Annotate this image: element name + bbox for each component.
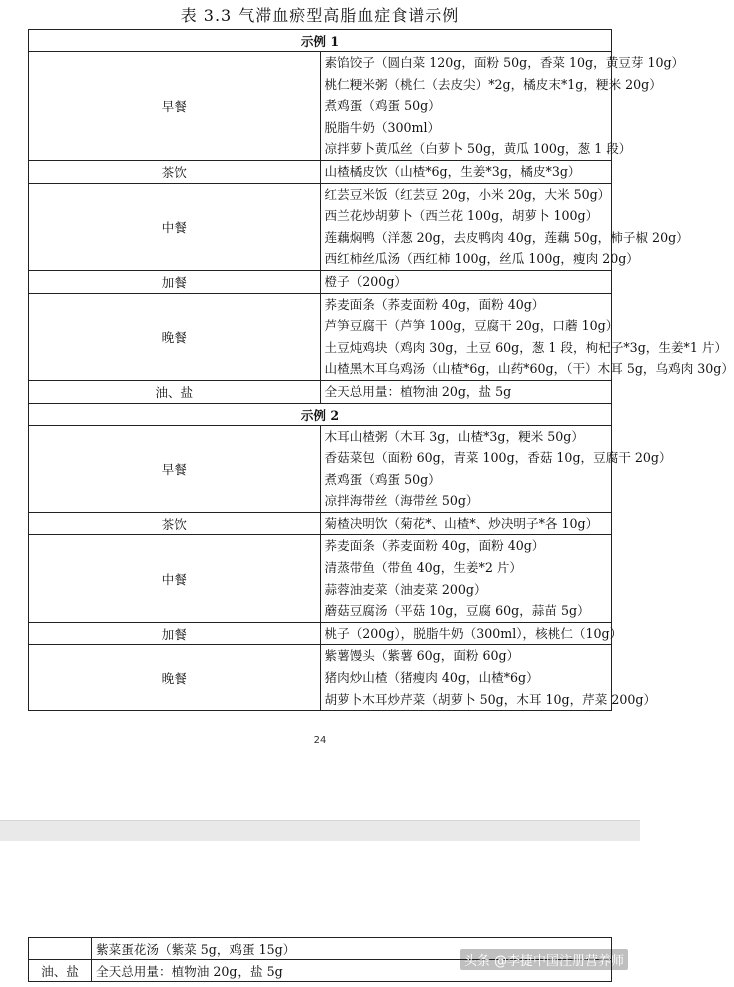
dish-line: 木耳山楂粥（木耳 3g，山楂*3g，粳米 50g）	[324, 428, 584, 444]
table-row	[29, 425, 612, 512]
dish-cell	[320, 270, 612, 293]
dish-line: 桃子（200g），脱脂牛奶（300ml），核桃仁（10g）	[324, 625, 623, 641]
section-header-row	[29, 403, 612, 425]
page-number: 24	[313, 735, 327, 746]
section-header-row	[29, 30, 612, 52]
meal-cell: 油、盐	[29, 380, 321, 403]
dish-cell	[320, 425, 672, 512]
meal-cell	[29, 938, 92, 960]
dish-cell	[320, 535, 612, 622]
table-row	[29, 380, 612, 403]
meal-cell: 早餐	[29, 425, 321, 512]
table-row	[29, 645, 612, 711]
dish-line: 凉拌萝卜黄瓜丝（白萝卜 50g，黄瓜 100g，葱 1 段）	[324, 141, 632, 157]
dish-line: 红芸豆米饭（红芸豆 20g，小米 20g，大米 50g）	[324, 186, 611, 202]
table-row	[29, 622, 612, 645]
dish-line: 蘑菇豆腐汤（平菇 10g，豆腐 60g，蒜苗 5g）	[324, 603, 590, 619]
dish-line: 西兰花炒胡萝卜（西兰花 100g，胡萝卜 100g）	[324, 208, 599, 224]
meal-cell: 早餐	[29, 52, 321, 161]
dish-line: 全天总用量：植物油 20g，盐 5g	[324, 383, 512, 399]
table-row	[29, 270, 612, 293]
dish-cell	[320, 645, 657, 711]
dish-line: 芦笋豆腐干（芦笋 100g，豆腐干 20g，口蘑 10g）	[324, 318, 619, 334]
dish-line: 土豆炖鸡块（鸡肉 30g，土豆 60g，葱 1 段，枸杞子*3g，生姜*1 片）	[324, 339, 728, 355]
table-row	[29, 293, 612, 380]
dish-line: 胡萝卜木耳炒芹菜（胡萝卜 50g，木耳 10g，芹菜 200g）	[324, 691, 657, 707]
dish-cell	[320, 622, 623, 645]
meal-cell: 晚餐	[29, 293, 321, 380]
table-title: 表 3.3 气滞血瘀型高脂血症食谱示例	[180, 6, 460, 25]
page-separator	[0, 820, 640, 842]
dish-line: 莲藕焖鸭（洋葱 20g，去皮鸭肉 40g，莲藕 50g，柿子椒 20g）	[324, 229, 689, 245]
recipe-table	[28, 29, 734, 711]
dish-cell: 紫菜蛋花汤（紫菜 5g，鸡蛋 15g）	[92, 938, 612, 960]
meal-cell: 油、盐	[29, 960, 92, 982]
dish-line: 橙子（200g）	[324, 273, 407, 289]
table-row	[29, 52, 612, 161]
dish-line: 山楂橘皮饮（山楂*6g，生姜*3g，橘皮*3g）	[324, 163, 581, 179]
dish-line: 凉拌海带丝（海带丝 50g）	[324, 493, 479, 509]
meal-cell: 茶饮	[29, 160, 321, 183]
dish-cell: 全天总用量：植物油 20g，盐 5g	[92, 960, 612, 982]
section-header: 示例 2	[29, 403, 612, 425]
meal-cell: 中餐	[29, 183, 321, 270]
dish-cell	[320, 380, 612, 403]
dish-line: 煮鸡蛋（鸡蛋 50g）	[324, 471, 441, 487]
dish-cell	[320, 160, 612, 183]
meal-cell: 加餐	[29, 270, 321, 293]
dish-cell	[320, 293, 734, 380]
table-row	[29, 183, 612, 270]
dish-cell	[320, 52, 685, 161]
section-header: 示例 1	[29, 30, 612, 52]
table-row	[29, 512, 612, 535]
dish-line: 荞麦面条（荞麦面粉 40g，面粉 40g）	[324, 296, 545, 312]
table-row	[29, 535, 612, 622]
dish-line: 西红柿丝瓜汤（西红柿 100g，丝瓜 100g，瘦肉 20g）	[324, 251, 639, 267]
dish-line: 紫薯馒头（紫薯 60g，面粉 60g）	[324, 648, 520, 664]
dish-line: 素馅饺子（圆白菜 120g，面粉 50g，香菜 10g，黄豆芽 10g）	[324, 55, 685, 70]
meal-cell: 中餐	[29, 535, 321, 622]
dish-line: 桃仁粳米粥（桃仁（去皮尖）*2g，橘皮末*1g，粳米 20g）	[324, 76, 662, 92]
dish-line: 菊楂决明饮（菊花*、山楂*、炒决明子*各 10g）	[324, 515, 599, 531]
dish-line: 猪肉炒山楂（猪瘦肉 40g，山楂*6g）	[324, 670, 539, 686]
meal-cell: 茶饮	[29, 512, 321, 535]
dish-line: 脱脂牛奶（300ml）	[324, 119, 441, 135]
dish-cell	[320, 183, 689, 270]
table-row	[29, 160, 612, 183]
dish-line: 蒜蓉油麦菜（油麦菜 200g）	[324, 581, 487, 597]
watermark: 头条 @李捷中国注册营养师	[460, 949, 628, 970]
meal-cell: 加餐	[29, 622, 321, 645]
dish-line: 清蒸带鱼（带鱼 40g，生姜*2 片）	[324, 560, 523, 576]
dish-line: 煮鸡蛋（鸡蛋 50g）	[324, 98, 441, 114]
dish-line: 山楂黑木耳乌鸡汤（山楂*6g，山药*60g，（干）木耳 5g，乌鸡肉 30g）	[324, 361, 734, 377]
dish-cell	[320, 512, 612, 535]
dish-line: 荞麦面条（荞麦面粉 40g，面粉 40g）	[324, 538, 545, 554]
dish-line: 香菇菜包（面粉 60g，青菜 100g，香菇 10g，豆腐干 20g）	[324, 450, 672, 466]
meal-cell: 晚餐	[29, 645, 321, 711]
